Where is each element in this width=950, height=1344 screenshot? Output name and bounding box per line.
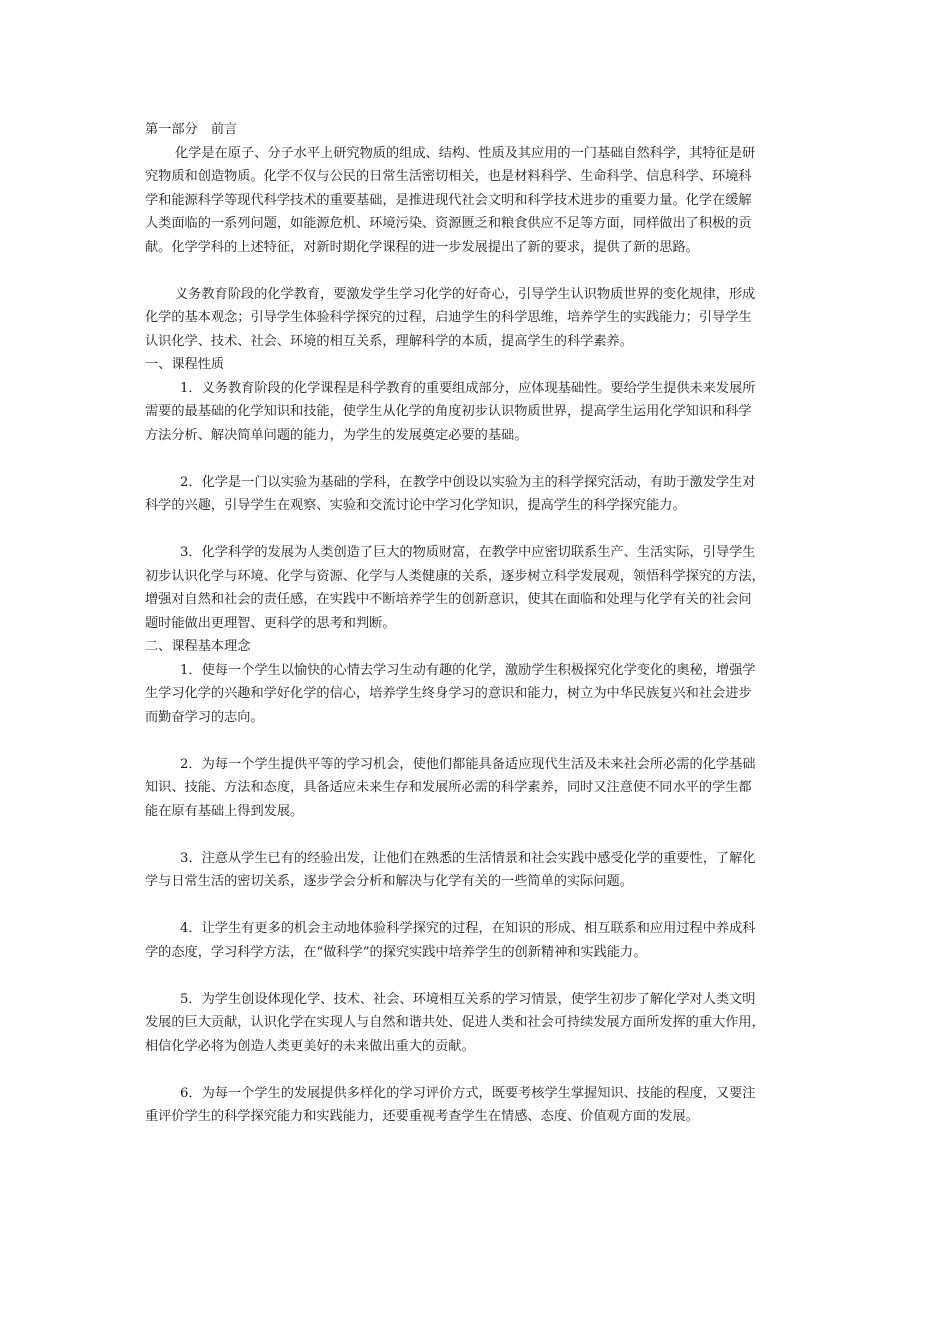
text-line: 学和能源科学等现代科学技术的重要基础，是推进现代社会文明和科学技术进步的重要力量。化学在缓解 <box>145 192 752 208</box>
text-line: 增强对自然和社会的责任感，在实践中不断培养学生的创新意识，使其在面临和处理与化学有关的社会问 <box>145 592 752 607</box>
text-line: 3．化学科学的发展为人类创造了巨大的物质财富，在教学中应密切联系生产、生活实际，引导学生 <box>180 545 756 560</box>
text-line: 能在原有基础上得到发展。 <box>145 803 304 819</box>
text-line: 学与日常生活的密切关系，逐步学会分析和解决与化学有关的一些简单的实际问题。 <box>145 874 633 889</box>
text-line: 2．化学是一门以实验为基础的学科，在教学中创设以实验为主的科学探究活动，有助于激发学生对 <box>180 474 756 490</box>
text-line: 学的态度，学习科学方法，在“做科学”的探究实践中培养学生的创新精神和实践能力。 <box>145 944 647 960</box>
text-line: 题时能做出更理智、更科学的思考和判断。 <box>145 615 396 631</box>
text-line: 5．为学生创设体现化学、技术、社会、环境相互关系的学习情景，使学生初步了解化学对人类文明 <box>180 991 756 1007</box>
text-line: 而勤奋学习的志向。 <box>145 709 264 725</box>
text-line: 6．为每一个学生的发展提供多样化的学习评价方式，既要考核学生掌握知识、技能的程度，又要注 <box>180 1085 756 1101</box>
section-heading-basic-concepts: 二、课程基本理念 <box>145 639 251 654</box>
course-nature-item-2 <box>145 471 815 518</box>
text-line: 相信化学必将为创造人类更美好的未来做出重大的贡献。 <box>145 1038 475 1054</box>
text-line: 方法分析、解决简单问题的能力，为学生的发展奠定必要的基础。 <box>145 427 528 443</box>
text-line: 生学习化学的兴趣和学好化学的信心，培养学生终身学习的意识和能力，树立为中华民族复兴和社会进步 <box>145 686 752 701</box>
basic-concept-item-1 <box>145 659 815 730</box>
basic-concept-item-6 <box>145 1082 815 1129</box>
basic-concept-item-2 <box>145 753 815 824</box>
text-line: 献。化学学科的上述特征，对新时期化学课程的进一步发展提出了新的要求，提供了新的思路。 <box>145 239 699 255</box>
text-line: 究物质和创造物质。化学不仅与公民的日常生活密切相关，也是材料科学、生命科学、信息科学、环境科 <box>145 169 752 184</box>
basic-concept-item-4 <box>145 917 815 964</box>
intro-paragraph-2 <box>145 283 815 354</box>
text-line: 1．义务教育阶段的化学课程是科学教育的重要组成部分，应体现基础性。要给学生提供未来发展所 <box>180 380 756 396</box>
basic-concept-item-3 <box>145 847 815 894</box>
part-title: 第一部分 前言 <box>145 122 238 137</box>
text-line: 发展的巨大贡献，认识化学在实现人与自然和谐共处、促进人类和社会可持续发展方面所发挥的重大作用， <box>145 1015 765 1030</box>
text-line: 科学的兴趣，引导学生在观察、实验和交流讨论中学习化学知识，提高学生的科学探究能力。 <box>145 498 686 513</box>
section-heading-course-nature: 一、课程性质 <box>145 357 225 372</box>
text-line: 义务教育阶段的化学教育，要激发学生学习化学的好奇心，引导学生认识物质世界的变化规律，形成 <box>175 286 756 302</box>
text-line: 化学的基本观念；引导学生体验科学探究的过程，启迪学生的科学思维，培养学生的实践能力；引导学生 <box>145 310 752 325</box>
intro-paragraph-1 <box>145 142 815 260</box>
basic-concept-item-5 <box>145 988 815 1059</box>
text-line: 4．让学生有更多的机会主动地体验科学探究的过程，在知识的形成、相互联系和应用过程中养成科 <box>180 921 756 936</box>
text-line: 人类面临的一系列问题，如能源危机、环境污染、资源匮乏和粮食供应不足等方面，同样做出了积极的贡 <box>145 216 752 231</box>
text-line: 认识化学、技术、社会、环境的相互关系，理解科学的本质，提高学生的科学素养。 <box>145 333 633 349</box>
text-line: 初步认识化学与环境、化学与资源、化学与人类健康的关系，逐步树立科学发展观，领悟科学探究的方法， <box>145 568 765 584</box>
document-page <box>145 118 815 1129</box>
text-line: 化学是在原子、分子水平上研究物质的组成、结构、性质及其应用的一门基础自然科学，其特征是研 <box>175 145 756 161</box>
text-line: 需要的最基础的化学知识和技能，使学生从化学的角度初步认识物质世界，提高学生运用化学知识和科学 <box>145 404 752 419</box>
text-line: 知识、技能、方法和态度，具备适应未来生存和发展所必需的科学素养，同时又注意使不同水平的学生都 <box>145 780 752 795</box>
text-line: 重评价学生的科学探究能力和实践能力，还要重视考查学生在情感、态度、价值观方面的发展。 <box>145 1109 699 1124</box>
course-nature-item-1 <box>145 377 815 448</box>
course-nature-item-3 <box>145 541 815 635</box>
text-line: 3．注意从学生已有的经验出发，让他们在熟悉的生活情景和社会实践中感受化学的重要性，了解化 <box>180 850 756 866</box>
text-line: 1．使每一个学生以愉快的心情去学习生动有趣的化学，激励学生积极探究化学变化的奥秘，增强学 <box>180 662 756 678</box>
text-line: 2．为每一个学生提供平等的学习机会，使他们都能具备适应现代生活及未来社会所必需的化学基础 <box>180 756 756 772</box>
